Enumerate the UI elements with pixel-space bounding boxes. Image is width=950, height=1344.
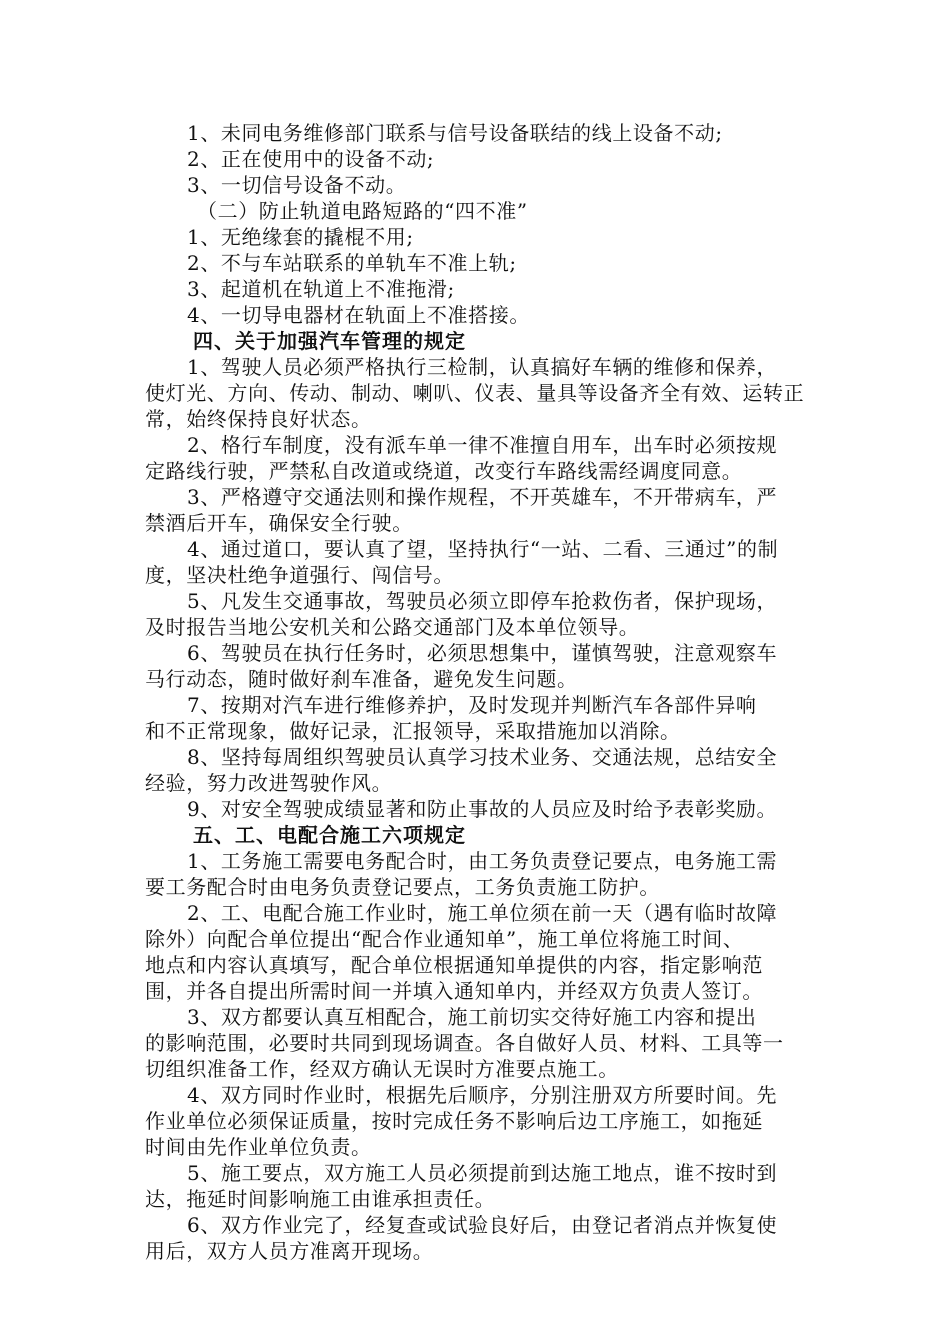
paragraph-line: 除外）向配合单位提出“配合作业通知单”，施工单位将施工时间、: [145, 927, 744, 951]
paragraph: [145, 900, 810, 1004]
document-page: [145, 120, 810, 1264]
paragraph-line: 2、工、电配合施工作业时，施工单位须在前一天（遇有临时故障: [187, 901, 778, 925]
paragraph: [145, 796, 810, 822]
section-heading: 五、工、电配合施工六项规定: [193, 823, 466, 847]
paragraph: [145, 1004, 810, 1082]
paragraph-line: 5、施工要点，双方施工人员必须提前到达施工地点，谁不按时到: [187, 1161, 778, 1185]
paragraph: [145, 692, 810, 744]
paragraph: [145, 432, 810, 484]
paragraph-line: 7、按期对汽车进行维修养护，及时发现并判断汽车各部件异响: [187, 693, 757, 717]
list-item: 4、一切导电器材在轨面上不准搭接。: [187, 303, 530, 327]
paragraph-line: 1、驾驶人员必须严格执行三检制，认真搞好车辆的维修和保养，: [187, 355, 778, 379]
list-item: 3、起道机在轨道上不准拖滑;: [187, 277, 455, 301]
paragraph-line: 作业单位必须保证质量，按时完成任务不影响后边工序施工，如拖延: [145, 1109, 763, 1133]
paragraph-line: 的影响范围，必要时共同到现场调查。各自做好人员、材料、工具等一: [145, 1031, 784, 1055]
paragraph: [145, 484, 810, 536]
paragraph-line: 3、严格遵守交通法则和操作规程，不开英雄车，不开带病车，严: [187, 485, 778, 509]
paragraph-line: 5、凡发生交通事故，驾驶员必须立即停车抢救伤者，保护现场，: [187, 589, 778, 613]
paragraph-line: 使灯光、方向、传动、制动、喇叭、仪表、量具等设备齐全有效、运转正: [145, 381, 805, 405]
list-item: 2、正在使用中的设备不动;: [187, 147, 435, 171]
paragraph-line: 4、双方同时作业时，根据先后顺序，分别注册双方所要时间。先: [187, 1083, 778, 1107]
paragraph-line: 1、工务施工需要电务配合时，由工务负责登记要点，电务施工需: [187, 849, 778, 873]
paragraph-line: 4、通过道口，要认真了望，坚持执行“一站、二看、三通过”的制: [187, 537, 779, 561]
paragraph-line: 常，始终保持良好状态。: [145, 407, 372, 431]
list-item: 2、不与车站联系的单轨车不准上轨;: [187, 251, 517, 275]
paragraph-line: 马行动态，随时做好刹车准备，避免发生问题。: [145, 667, 578, 691]
paragraph-line: 6、驾驶员在执行任务时，必须思想集中，谨慎驾驶，注意观察车: [187, 641, 778, 665]
section-four-body: [145, 354, 810, 822]
paragraph-line: 要工务配合时由电务负责登记要点，工务负责施工防护。: [145, 875, 660, 899]
paragraph-line: 定路线行驶，严禁私自改道或绕道，改变行车路线需经调度同意。: [145, 459, 743, 483]
paragraph: [145, 536, 810, 588]
paragraph-line: 切组织准备工作，经双方确认无误时方准要点施工。: [145, 1057, 619, 1081]
paragraph-line: 及时报告当地公安机关和公路交通部门及本单位领导。: [145, 615, 640, 639]
paragraph-line: 和不正常现象，做好记录，汇报领导，采取措施加以消除。: [145, 719, 681, 743]
paragraph-line: 2、格行车制度，没有派车单一律不准擅自用车，出车时必须按规: [187, 433, 778, 457]
paragraph: [145, 588, 810, 640]
list-item: 3、一切信号设备不动。: [187, 173, 407, 197]
paragraph: [145, 848, 810, 900]
paragraph-line: 6、双方作业完了，经复查或试验良好后，由登记者消点并恢复使: [187, 1213, 778, 1237]
paragraph-line: 地点和内容认真填写，配合单位根据通知单提供的内容，指定影响范: [145, 953, 763, 977]
paragraph-line: 8、坚持每周组织驾驶员认真学习技术业务、交通法规，总结安全: [187, 745, 778, 769]
paragraph: [145, 1160, 810, 1212]
section-heading: 四、关于加强汽车管理的规定: [193, 329, 466, 353]
list-item: 1、无绝缘套的撬棍不用;: [187, 225, 414, 249]
paragraph-line: 禁酒后开车，确保安全行驶。: [145, 511, 413, 535]
section-five-body: [145, 848, 810, 1264]
paragraph-line: 3、双方都要认真互相配合，施工前切实交待好施工内容和提出: [187, 1005, 757, 1029]
paragraph-line: 围，并各自提出所需时间一并填入通知单内，并经双方负责人签订。: [145, 979, 763, 1003]
sub-heading: （二）防止轨道电路短路的“四不准”: [197, 199, 528, 223]
paragraph: [145, 1212, 810, 1264]
list-item: 1、未同电务维修部门联系与信号设备联结的线上设备不动;: [187, 121, 723, 145]
paragraph: [145, 354, 810, 432]
paragraph-line: 9、对安全驾驶成绩显著和防止事故的人员应及时给予表彰奖励。: [187, 797, 778, 821]
paragraph-line: 用后，双方人员方准离开现场。: [145, 1239, 434, 1263]
paragraph-line: 度，坚决杜绝争道强行、闯信号。: [145, 563, 454, 587]
paragraph-line: 达，拖延时间影响施工由谁承担责任。: [145, 1187, 496, 1211]
paragraph: [145, 1082, 810, 1160]
paragraph: [145, 744, 810, 796]
paragraph-line: 时间由先作业单位负责。: [145, 1135, 372, 1159]
paragraph-line: 经验，努力改进驾驶作风。: [145, 771, 393, 795]
paragraph: [145, 640, 810, 692]
